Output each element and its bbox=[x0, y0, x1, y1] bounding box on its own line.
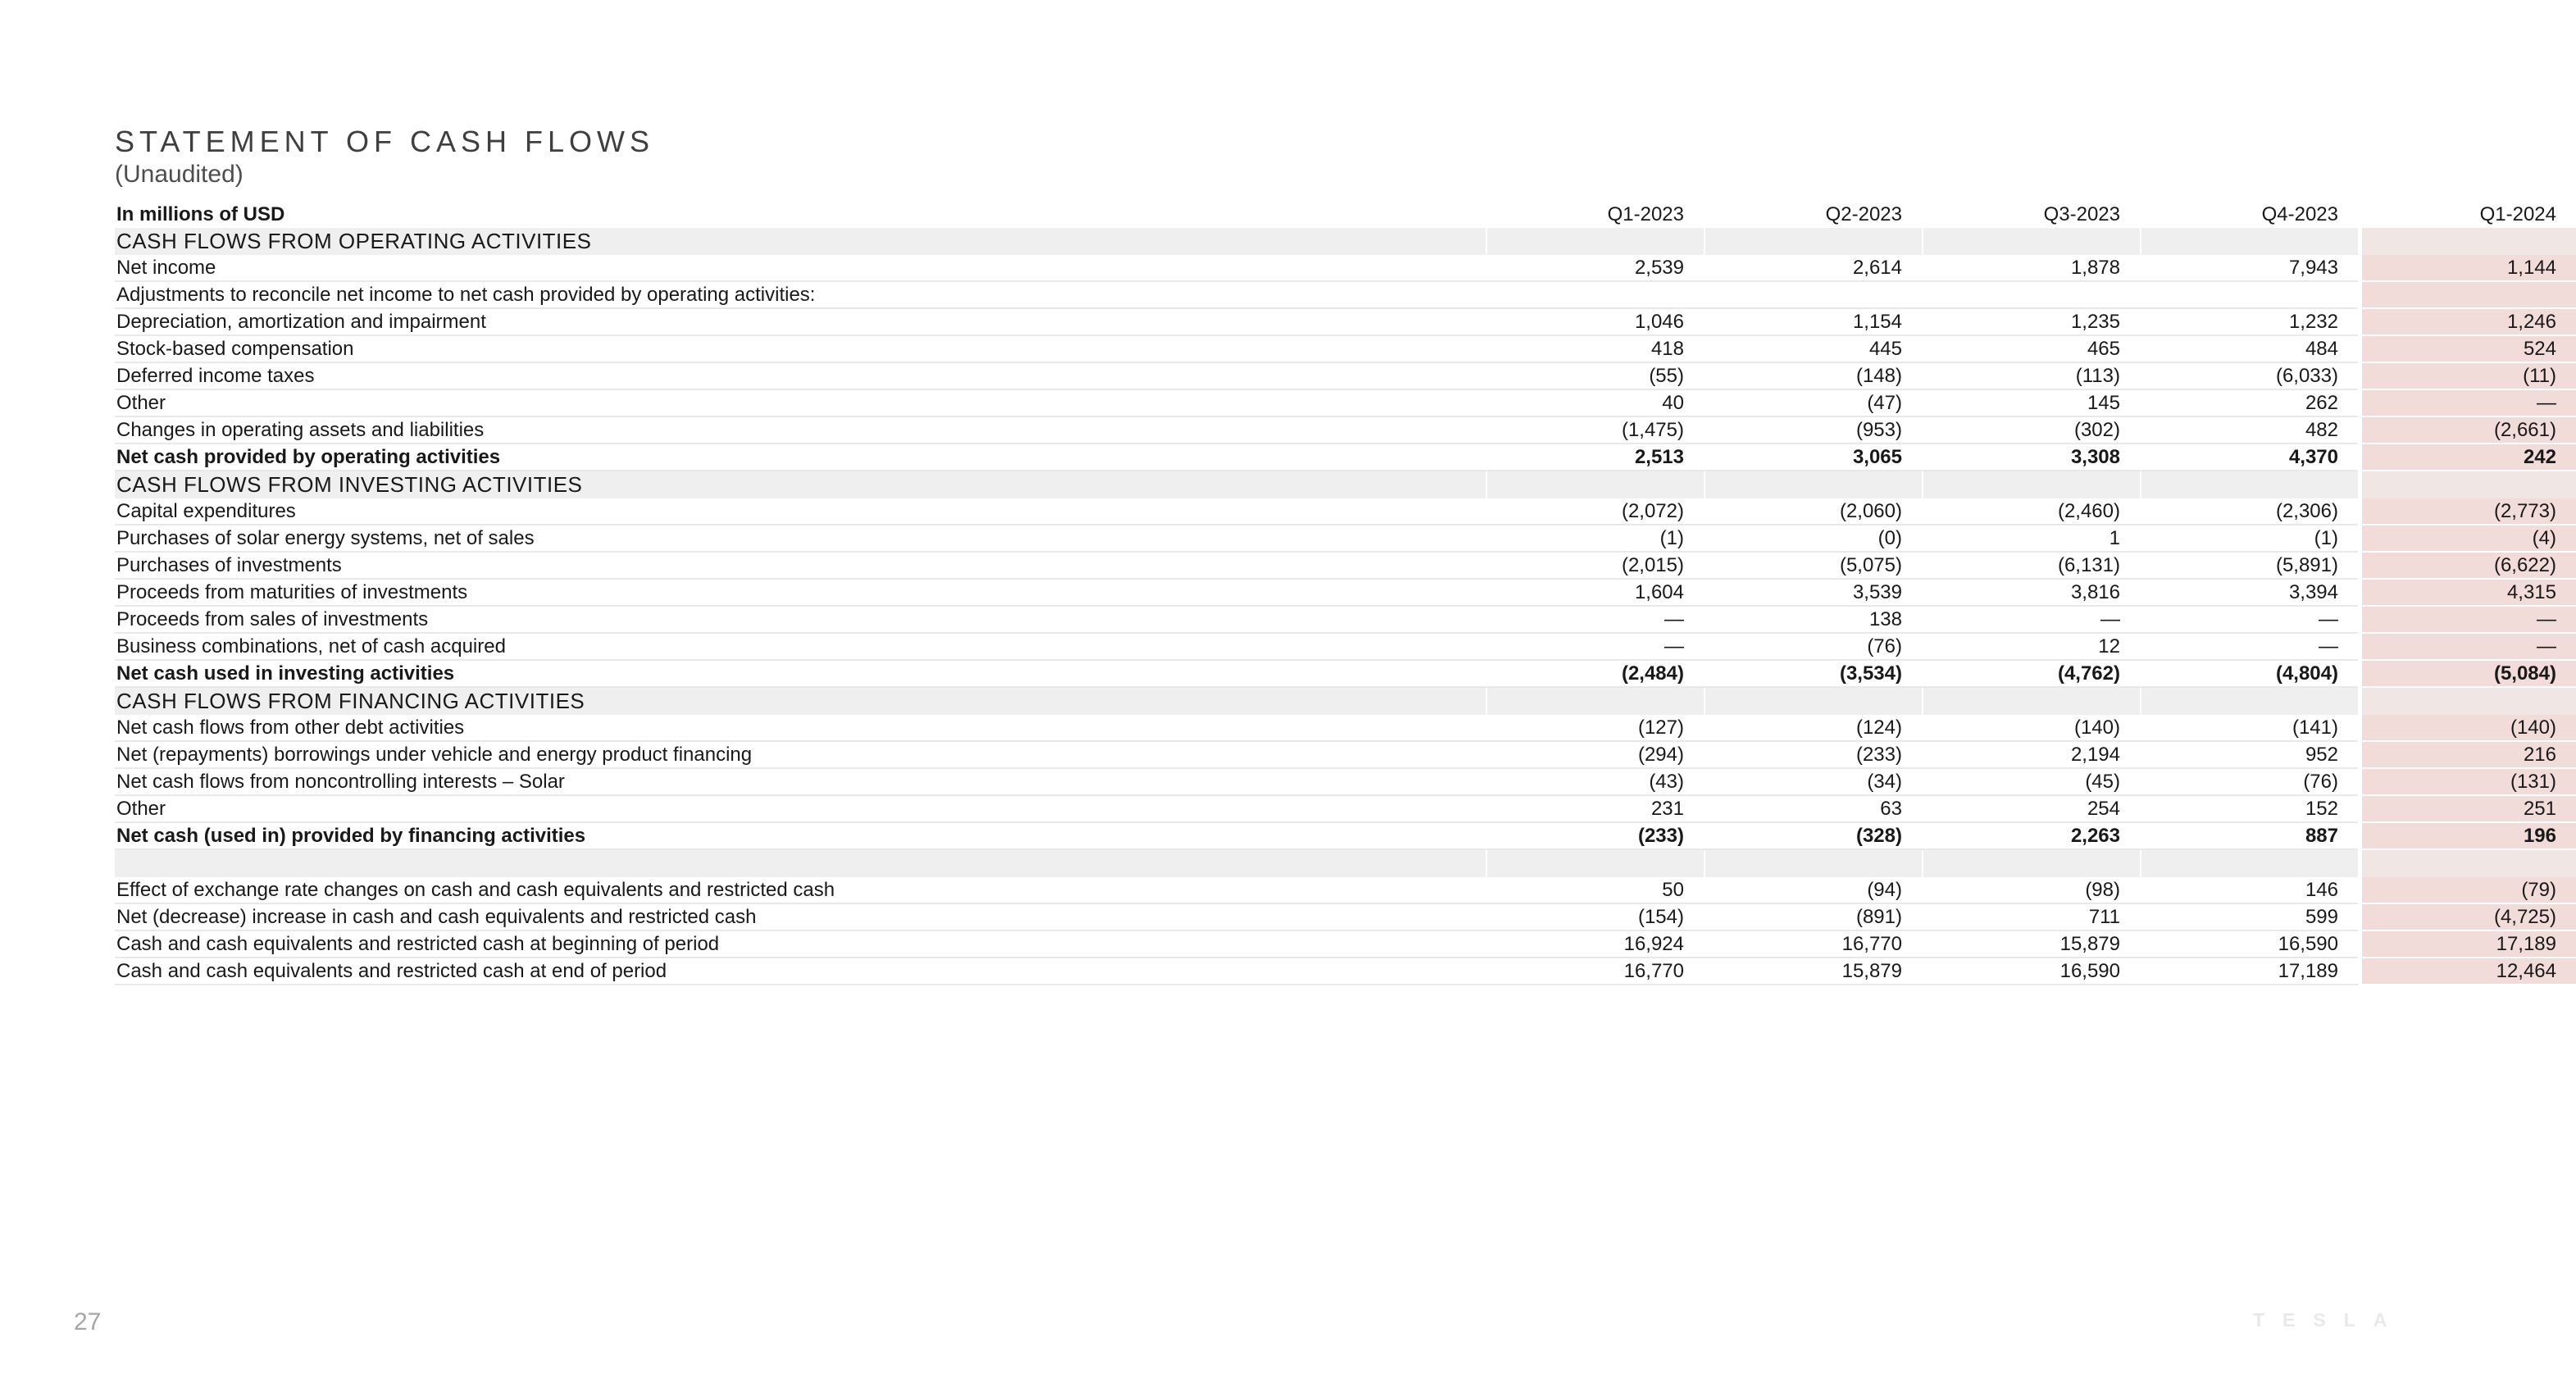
column-header: Q3-2023 bbox=[1922, 201, 2140, 228]
cell-value: 711 bbox=[1922, 904, 2140, 930]
column-header: Q2-2023 bbox=[1704, 201, 1922, 228]
cell-value: (891) bbox=[1704, 904, 1922, 930]
cell-value: 1,235 bbox=[1922, 309, 2140, 334]
cell-value: (76) bbox=[1704, 634, 1922, 659]
cell-value: 1,046 bbox=[1486, 309, 1704, 334]
cell-value: (98) bbox=[1922, 877, 2140, 903]
row-label: Net cash flows from other debt activities bbox=[116, 716, 465, 739]
cell-value: (294) bbox=[1486, 742, 1704, 767]
spacer-row bbox=[115, 850, 2358, 877]
cell-value: (5,084) bbox=[2358, 661, 2576, 686]
table-row bbox=[115, 877, 2556, 904]
cell-value bbox=[1704, 282, 1922, 307]
row-label: Stock-based compensation bbox=[116, 337, 354, 360]
cell-value: 952 bbox=[2140, 742, 2358, 767]
table-row bbox=[115, 255, 2556, 282]
cell-value: 3,308 bbox=[1922, 444, 2140, 470]
cell-value: (1,475) bbox=[1486, 417, 1704, 443]
cell-value: (124) bbox=[1704, 715, 1922, 740]
cell-value: 3,539 bbox=[1704, 580, 1922, 605]
column-header: Q1-2023 bbox=[1486, 201, 1704, 228]
cell-value: (11) bbox=[2358, 363, 2576, 389]
cell-value: 3,816 bbox=[1922, 580, 2140, 605]
cell-value bbox=[2140, 282, 2358, 307]
cell-value bbox=[1704, 228, 1922, 255]
cell-value: (233) bbox=[1704, 742, 1922, 767]
cell-value: (141) bbox=[2140, 715, 2358, 740]
cell-value bbox=[1486, 282, 1704, 307]
cell-value: (4,762) bbox=[1922, 661, 2140, 686]
cell-value: (140) bbox=[1922, 715, 2140, 740]
cell-value: 50 bbox=[1486, 877, 1704, 903]
cell-value: 4,370 bbox=[2140, 444, 2358, 470]
cell-value: 465 bbox=[1922, 336, 2140, 362]
total-row bbox=[115, 661, 2556, 688]
cell-value bbox=[1486, 228, 1704, 255]
row-label: Net cash flows from noncontrolling interests – Solar bbox=[116, 770, 565, 793]
cell-value: 17,189 bbox=[2358, 931, 2576, 957]
cell-value bbox=[2358, 850, 2576, 877]
cell-value: 15,879 bbox=[1704, 958, 1922, 984]
table-row bbox=[115, 417, 2556, 444]
cell-value: 254 bbox=[1922, 796, 2140, 821]
cell-value: (328) bbox=[1704, 823, 1922, 848]
cell-value: 4,315 bbox=[2358, 580, 2576, 605]
cell-value: 1,604 bbox=[1486, 580, 1704, 605]
cash-flow-table bbox=[115, 201, 2556, 985]
column-header: Q1-2024 bbox=[2358, 201, 2576, 228]
cell-value: (131) bbox=[2358, 769, 2576, 794]
table-row bbox=[115, 498, 2556, 525]
row-label: Net cash (used in) provided by financing activities bbox=[116, 824, 586, 847]
cell-value: — bbox=[1486, 607, 1704, 632]
cell-value bbox=[2140, 228, 2358, 255]
cell-value: (302) bbox=[1922, 417, 2140, 443]
cell-value: 7,943 bbox=[2140, 255, 2358, 280]
cell-value: (2,773) bbox=[2358, 498, 2576, 524]
table-row bbox=[115, 553, 2556, 580]
cell-value: 16,590 bbox=[1922, 958, 2140, 984]
cell-value: 17,189 bbox=[2140, 958, 2358, 984]
cell-value bbox=[1922, 282, 2140, 307]
page-number: 27 bbox=[74, 1308, 102, 1335]
page-title: STATEMENT OF CASH FLOWS bbox=[115, 125, 655, 158]
cell-value: — bbox=[2358, 634, 2576, 659]
cell-value: 152 bbox=[2140, 796, 2358, 821]
table-row bbox=[115, 363, 2556, 390]
cell-value bbox=[2358, 228, 2576, 255]
cell-value bbox=[2358, 282, 2576, 307]
row-label: Effect of exchange rate changes on cash and cash equivalents and restricted cash bbox=[116, 878, 835, 901]
table-row bbox=[115, 742, 2556, 769]
cell-value: 484 bbox=[2140, 336, 2358, 362]
cell-value: 2,194 bbox=[1922, 742, 2140, 767]
cell-value: (6,033) bbox=[2140, 363, 2358, 389]
row-label: Net cash used in investing activities bbox=[116, 662, 455, 685]
row-label: Capital expenditures bbox=[116, 499, 296, 522]
row-label: Net income bbox=[116, 256, 216, 279]
table-row bbox=[115, 931, 2556, 958]
cell-value bbox=[2358, 688, 2576, 715]
cell-value: (94) bbox=[1704, 877, 1922, 903]
cell-value: (2,015) bbox=[1486, 553, 1704, 578]
cell-value: — bbox=[2358, 390, 2576, 416]
row-label: Net (repayments) borrowings under vehicle and energy product financing bbox=[116, 743, 753, 766]
cell-value: 16,924 bbox=[1486, 931, 1704, 957]
cell-value: (2,072) bbox=[1486, 498, 1704, 524]
cell-value: 418 bbox=[1486, 336, 1704, 362]
cell-value: 251 bbox=[2358, 796, 2576, 821]
cell-value bbox=[1922, 471, 2140, 498]
cell-value bbox=[1922, 850, 2140, 877]
cell-value: 2,513 bbox=[1486, 444, 1704, 470]
total-row bbox=[115, 444, 2556, 471]
cell-value: 1,878 bbox=[1922, 255, 2140, 280]
cell-value: 40 bbox=[1486, 390, 1704, 416]
cell-value: 242 bbox=[2358, 444, 2576, 470]
row-label: Business combinations, net of cash acquired bbox=[116, 635, 506, 657]
cell-value: (4,725) bbox=[2358, 904, 2576, 930]
cell-value bbox=[1922, 228, 2140, 255]
row-label: CASH FLOWS FROM FINANCING ACTIVITIES bbox=[116, 689, 585, 713]
row-label: Proceeds from sales of investments bbox=[116, 607, 429, 630]
cell-value: 16,770 bbox=[1486, 958, 1704, 984]
cell-value: (2,661) bbox=[2358, 417, 2576, 443]
cell-value: (79) bbox=[2358, 877, 2576, 903]
cell-value: (0) bbox=[1704, 525, 1922, 551]
cell-value: — bbox=[1922, 607, 2140, 632]
section-header-row bbox=[115, 471, 2358, 498]
cell-value: — bbox=[2140, 634, 2358, 659]
cell-value: 1 bbox=[1922, 525, 2140, 551]
cell-value: (953) bbox=[1704, 417, 1922, 443]
cell-value: 16,590 bbox=[2140, 931, 2358, 957]
cell-value: 1,144 bbox=[2358, 255, 2576, 280]
table-row bbox=[115, 715, 2556, 742]
cell-value: 146 bbox=[2140, 877, 2358, 903]
cell-value: (4,804) bbox=[2140, 661, 2358, 686]
cell-value: 216 bbox=[2358, 742, 2576, 767]
table-row bbox=[115, 796, 2556, 823]
cell-value: — bbox=[2358, 607, 2576, 632]
table-row bbox=[115, 390, 2556, 417]
table-row bbox=[115, 525, 2556, 553]
cell-value bbox=[1704, 850, 1922, 877]
cell-value bbox=[2358, 471, 2576, 498]
cell-value: 231 bbox=[1486, 796, 1704, 821]
cell-value bbox=[1704, 688, 1922, 715]
cell-value bbox=[2140, 471, 2358, 498]
cell-value: 3,394 bbox=[2140, 580, 2358, 605]
table-row bbox=[115, 607, 2556, 634]
cell-value: (3,534) bbox=[1704, 661, 1922, 686]
table-header-row bbox=[115, 201, 2556, 228]
row-label: Depreciation, amortization and impairment bbox=[116, 310, 486, 333]
cell-value: — bbox=[1486, 634, 1704, 659]
row-label: Purchases of investments bbox=[116, 553, 342, 576]
row-label: Net (decrease) increase in cash and cash equivalents and restricted cash bbox=[116, 905, 757, 928]
cell-value: (127) bbox=[1486, 715, 1704, 740]
row-label: Cash and cash equivalents and restricted cash at end of period bbox=[116, 959, 667, 982]
row-label: CASH FLOWS FROM OPERATING ACTIVITIES bbox=[116, 229, 592, 253]
cell-value: (5,891) bbox=[2140, 553, 2358, 578]
cell-value: 2,263 bbox=[1922, 823, 2140, 848]
table-row bbox=[115, 309, 2556, 336]
table-row bbox=[115, 958, 2556, 985]
cell-value bbox=[1486, 471, 1704, 498]
cell-value: (4) bbox=[2358, 525, 2576, 551]
cell-value: (6,131) bbox=[1922, 553, 2140, 578]
cell-value: (47) bbox=[1704, 390, 1922, 416]
row-label: Changes in operating assets and liabilities bbox=[116, 418, 485, 441]
cell-value: (55) bbox=[1486, 363, 1704, 389]
cell-value: (6,622) bbox=[2358, 553, 2576, 578]
cell-value: 3,065 bbox=[1704, 444, 1922, 470]
row-label: Cash and cash equivalents and restricted cash at beginning of period bbox=[116, 932, 720, 955]
row-label bbox=[115, 850, 1486, 877]
table-row bbox=[115, 336, 2556, 363]
cell-value: (76) bbox=[2140, 769, 2358, 794]
cell-value: (45) bbox=[1922, 769, 2140, 794]
cell-value bbox=[1486, 688, 1704, 715]
cell-value: 2,539 bbox=[1486, 255, 1704, 280]
cell-value: 63 bbox=[1704, 796, 1922, 821]
cell-value: 445 bbox=[1704, 336, 1922, 362]
row-label: Other bbox=[116, 391, 166, 414]
cell-value: (1) bbox=[1486, 525, 1704, 551]
cell-value: 12,464 bbox=[2358, 958, 2576, 984]
cell-value: (140) bbox=[2358, 715, 2576, 740]
cell-value: 1,154 bbox=[1704, 309, 1922, 334]
cell-value: 16,770 bbox=[1704, 931, 1922, 957]
cell-value: 482 bbox=[2140, 417, 2358, 443]
table-row bbox=[115, 282, 2358, 309]
table-row bbox=[115, 580, 2556, 607]
cell-value: (2,306) bbox=[2140, 498, 2358, 524]
row-label: Adjustments to reconcile net income to net cash provided by operating activities: bbox=[116, 283, 816, 306]
cell-value: (2,060) bbox=[1704, 498, 1922, 524]
cell-value: (2,460) bbox=[1922, 498, 2140, 524]
cell-value: (113) bbox=[1922, 363, 2140, 389]
cell-value: 138 bbox=[1704, 607, 1922, 632]
cell-value: 1,232 bbox=[2140, 309, 2358, 334]
row-label: Other bbox=[116, 797, 166, 820]
cell-value: (148) bbox=[1704, 363, 1922, 389]
cell-value: 2,614 bbox=[1704, 255, 1922, 280]
cell-value: 524 bbox=[2358, 336, 2576, 362]
table-row bbox=[115, 769, 2556, 796]
cell-value: (233) bbox=[1486, 823, 1704, 848]
row-label: Purchases of solar energy systems, net of sales bbox=[116, 526, 535, 549]
cell-value: (43) bbox=[1486, 769, 1704, 794]
cell-value: (2,484) bbox=[1486, 661, 1704, 686]
unit-label: In millions of USD bbox=[116, 202, 285, 225]
cell-value bbox=[2140, 850, 2358, 877]
table-row bbox=[115, 904, 2556, 931]
tesla-logo: TESLA bbox=[2253, 1309, 2405, 1331]
page-subtitle: (Unaudited) bbox=[115, 161, 243, 188]
cell-value bbox=[1486, 850, 1704, 877]
column-header: Q4-2023 bbox=[2140, 201, 2358, 228]
cell-value: 196 bbox=[2358, 823, 2576, 848]
cell-value: (34) bbox=[1704, 769, 1922, 794]
cell-value: 599 bbox=[2140, 904, 2358, 930]
cell-value: (1) bbox=[2140, 525, 2358, 551]
cell-value: 145 bbox=[1922, 390, 2140, 416]
cell-value: 262 bbox=[2140, 390, 2358, 416]
table-row bbox=[115, 634, 2556, 661]
section-header-row bbox=[115, 688, 2358, 715]
cell-value: 887 bbox=[2140, 823, 2358, 848]
total-row bbox=[115, 823, 2556, 850]
cell-value: 15,879 bbox=[1922, 931, 2140, 957]
cell-value: — bbox=[2140, 607, 2358, 632]
cell-value: 12 bbox=[1922, 634, 2140, 659]
cell-value bbox=[1922, 688, 2140, 715]
row-label: Proceeds from maturities of investments bbox=[116, 580, 468, 603]
cell-value bbox=[1704, 471, 1922, 498]
row-label: CASH FLOWS FROM INVESTING ACTIVITIES bbox=[116, 472, 583, 497]
cell-value: (5,075) bbox=[1704, 553, 1922, 578]
row-label: Net cash provided by operating activities bbox=[116, 445, 501, 468]
row-label: Deferred income taxes bbox=[116, 364, 315, 387]
cell-value bbox=[2140, 688, 2358, 715]
cell-value: 1,246 bbox=[2358, 309, 2576, 334]
section-header-row bbox=[115, 228, 2358, 255]
cell-value: (154) bbox=[1486, 904, 1704, 930]
